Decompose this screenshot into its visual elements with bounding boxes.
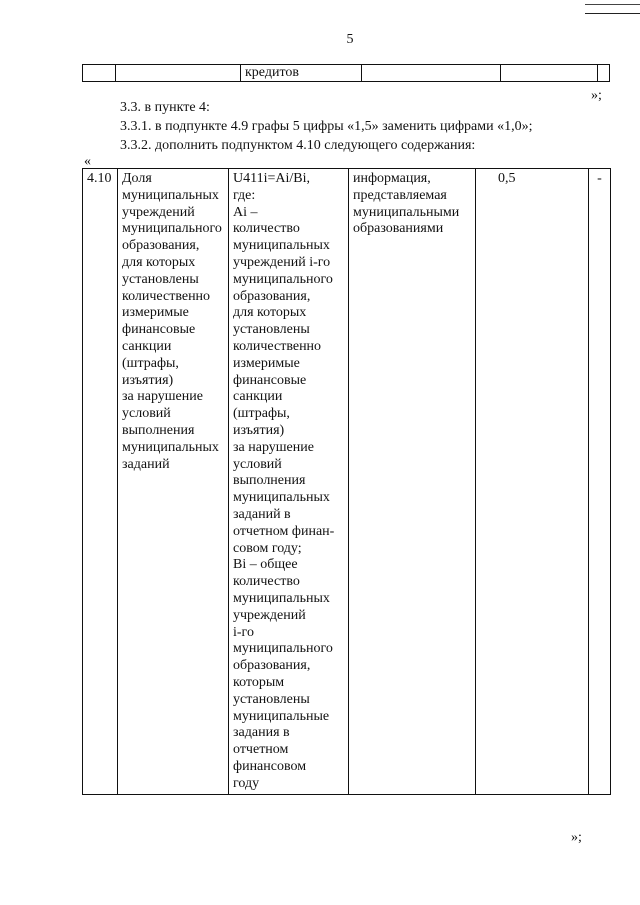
formula-line: учреждений i-го — [233, 254, 331, 270]
indicator-table — [82, 168, 611, 795]
name-line: изъятия) — [122, 372, 174, 388]
name-line: образования, — [122, 238, 200, 254]
table-row — [83, 169, 611, 795]
formula-line: муниципальных — [233, 238, 330, 254]
name-line: заданий — [122, 456, 170, 472]
formula-line: муниципальные — [233, 708, 330, 724]
indicator-formula-text — [233, 171, 344, 792]
name-line: санкции — [122, 338, 172, 354]
amendment-line: 3.3. в пункте 4: — [120, 100, 210, 115]
opening-quote: « — [84, 154, 91, 169]
formula-line: муниципального — [233, 641, 333, 657]
formula-line: количество — [233, 574, 300, 590]
formula-line: Bi – общее — [233, 557, 298, 573]
name-line: количественно — [122, 288, 211, 304]
indicator-formula — [229, 169, 349, 795]
formula-line: заданий в — [233, 506, 291, 522]
formula-line: (штрафы, — [233, 406, 290, 422]
formula-line: изъятия) — [233, 422, 285, 438]
formula-line: задания в — [233, 725, 290, 741]
amendment-line: 3.3.1. в подпункте 4.9 графы 5 цифры «1,5» заменить цифрами «1,0»; — [120, 119, 533, 134]
amendment-line: 3.3.2. дополнить подпунктом 4.10 следующего содержания: — [120, 138, 476, 153]
formula-line: муниципального — [233, 271, 333, 287]
formula-line: выполнения — [233, 473, 306, 489]
name-line: условий — [122, 406, 171, 422]
name-line: (штрафы, — [122, 355, 179, 371]
formula-line: санкции — [233, 389, 283, 405]
formula-line: отчетном финан- — [233, 523, 335, 539]
formula-line: финансовые — [233, 372, 307, 388]
indicator-name-text — [122, 171, 224, 473]
formula-line: i-го — [233, 624, 254, 640]
formula-line: измеримые — [233, 355, 300, 371]
name-line: муниципальных — [122, 439, 219, 455]
indicator-source — [349, 169, 476, 795]
name-line: установлены — [122, 271, 199, 287]
formula-line: году — [233, 775, 260, 791]
name-line: муниципального — [122, 221, 222, 237]
formula-line: образования, — [233, 658, 311, 674]
indicator-dash: - — [589, 169, 611, 795]
indicator-number: 4.10 — [83, 169, 118, 795]
scan-corner-mark — [585, 0, 640, 14]
indicator-name — [118, 169, 229, 795]
name-line: выполнения — [122, 422, 195, 438]
name-line: муниципальных — [122, 187, 219, 203]
table-cell: кредитов — [241, 65, 362, 82]
formula-line: учреждений — [233, 607, 306, 623]
name-line: Доля — [122, 171, 152, 186]
formula-line: количество — [233, 221, 300, 237]
source-line: муниципальными — [353, 204, 460, 220]
table-cell — [116, 65, 241, 82]
source-line: информация, — [353, 171, 431, 186]
table-cell — [501, 65, 598, 82]
indicator-source-text — [353, 171, 471, 238]
formula-line: которым — [233, 674, 285, 690]
formula-line: для которых — [233, 305, 307, 321]
formula-line: установлены — [233, 322, 310, 338]
source-line: представляемая — [353, 187, 447, 203]
table-cell — [598, 65, 610, 82]
table-cell — [362, 65, 501, 82]
table-row — [83, 65, 610, 82]
table-cell — [83, 65, 116, 82]
formula-line: за нарушение — [233, 439, 314, 455]
name-line: измеримые — [122, 305, 189, 321]
formula-line: муниципальных — [233, 490, 330, 506]
name-line: учреждений — [122, 204, 195, 220]
formula-line: образования, — [233, 288, 311, 304]
formula-line: Ai – — [233, 204, 258, 220]
formula-line: муниципальных — [233, 590, 330, 606]
formula-line: совом году; — [233, 540, 302, 556]
closing-quote: »; — [571, 830, 582, 845]
formula-line: условий — [233, 456, 282, 472]
name-line: за нарушение — [122, 389, 203, 405]
page-number: 5 — [346, 32, 354, 47]
previous-table-fragment — [82, 64, 610, 82]
source-line: образованиями — [353, 221, 444, 237]
formula-line: установлены — [233, 691, 310, 707]
name-line: финансовые — [122, 322, 196, 338]
formula-line: U411i=Ai/Bi, — [233, 171, 310, 186]
closing-quote: »; — [591, 88, 602, 103]
indicator-weight: 0,5 — [476, 169, 589, 795]
formula-line: где: — [233, 187, 256, 203]
formula-line: отчетном — [233, 742, 289, 758]
name-line: для которых — [122, 254, 196, 270]
formula-line: финансовом — [233, 758, 307, 774]
formula-line: количественно — [233, 338, 322, 354]
